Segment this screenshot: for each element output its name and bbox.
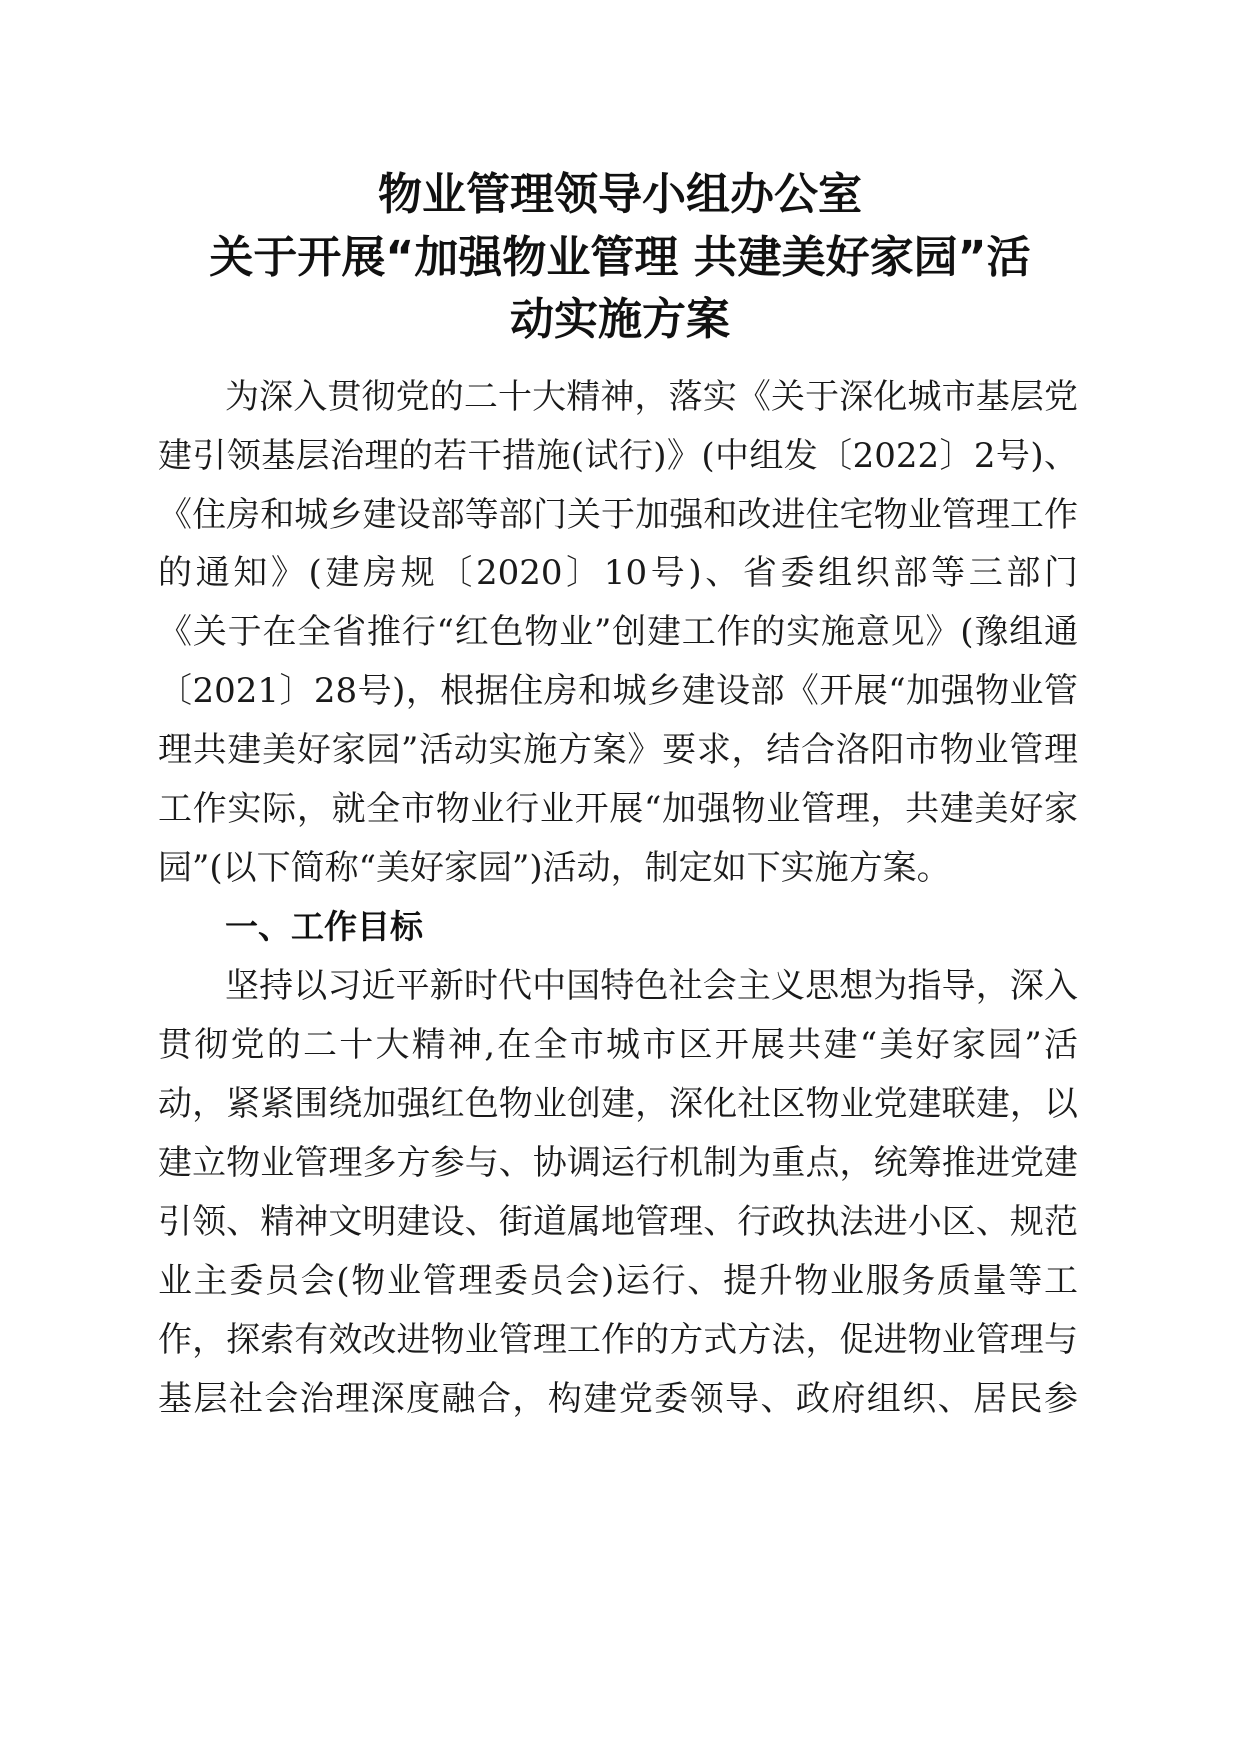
intro-line: 建引领基层治理的若干措施(试行)》(中组发〔2022〕2号)、 [158, 436, 1078, 476]
section-line: 建立物业管理多方参与、协调运行机制为重点，统筹推进党建 [158, 1143, 1078, 1183]
section-line: 动，紧紧围绕加强红色物业创建，深化社区物业党建联建，以 [158, 1084, 1078, 1124]
section-line: 作，探索有效改进物业管理工作的方式方法，促进物业管理与 [158, 1320, 1078, 1360]
intro-line: 园”(以下简称“美好家园”)活动，制定如下实施方案。 [158, 848, 951, 888]
section-heading: 一、工作目标 [225, 907, 423, 946]
intro-line: 为深入贯彻党的二十大精神，落实《关于深化城市基层党 [225, 377, 1078, 417]
title-line-1: 物业管理领导小组办公室 [378, 169, 862, 220]
intro-line: 〔2021〕28号)，根据住房和城乡建设部《开展“加强物业管 [158, 671, 1078, 711]
section-line: 贯彻党的二十大精神,在全市城市区开展共建“美好家园”活 [158, 1025, 1078, 1065]
title-line-2: 关于开展“加强物业管理 共建美好家园”活 [209, 232, 1031, 283]
section-line: 业主委员会(物业管理委员会)运行、提升物业服务质量等工 [158, 1261, 1078, 1301]
intro-line: 的通知》(建房规〔2020〕10号)、省委组织部等三部门 [158, 553, 1078, 593]
intro-line: 理共建美好家园”活动实施方案》要求，结合洛阳市物业管理 [158, 730, 1078, 770]
intro-line: 《关于在全省推行“红色物业”创建工作的实施意见》(豫组通 [158, 612, 1078, 652]
section-line: 引领、精神文明建设、街道属地管理、行政执法进小区、规范 [158, 1202, 1078, 1242]
intro-line: 工作实际，就全市物业行业开展“加强物业管理，共建美好家 [158, 789, 1078, 829]
section-line: 坚持以习近平新时代中国特色社会主义思想为指导，深入 [225, 966, 1078, 1006]
title-line-3: 动实施方案 [510, 294, 730, 345]
intro-line: 《住房和城乡建设部等部门关于加强和改进住宅物业管理工作 [158, 495, 1078, 535]
section-line: 基层社会治理深度融合，构建党委领导、政府组织、居民参 [158, 1379, 1078, 1419]
